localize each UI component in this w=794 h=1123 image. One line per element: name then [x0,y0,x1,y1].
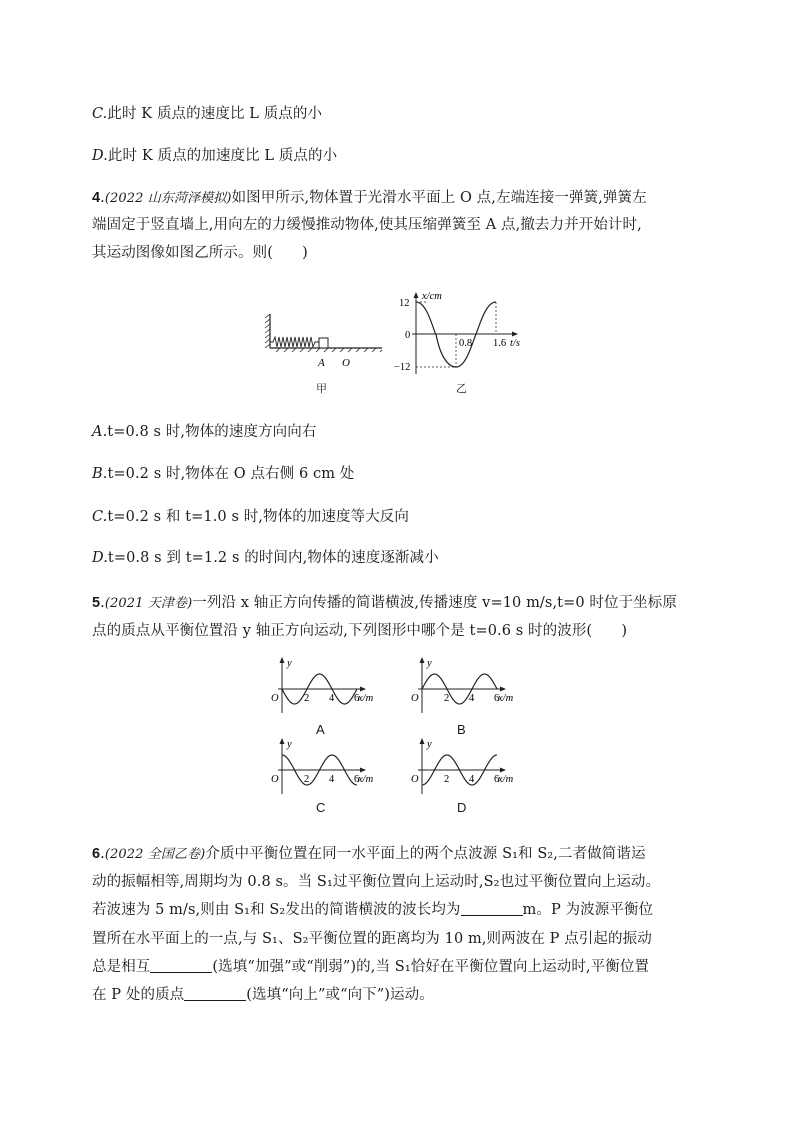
question-number: 6 [92,846,101,862]
x-tick-6: 6 [494,693,500,704]
tick-neg12: −12 [394,362,411,373]
wave-graph-b [402,655,532,715]
answer-blank-1[interactable] [461,901,523,916]
option-letter: C. [92,509,108,525]
question-source: (2022 全国乙卷) [104,847,206,862]
tick-0: 0 [405,330,411,341]
wave-caption-d: D [457,800,467,815]
x-tick-2: 2 [304,774,310,785]
y-axis-arrow [420,738,425,744]
q6-stem-line3 [92,898,653,919]
x-tick-4: 4 [329,693,335,704]
stem-text: 若波速为 5 m/s,则由 S₁和 S₂发出的简谐横波的波长均为 [92,902,461,918]
stem-text: 介质中平衡位置在同一水平面上的两个点波源 S₁和 S₂,二者做简谐运 [205,846,646,862]
origin-label: O [271,693,279,704]
y-axis-arrow [280,738,285,744]
q3-option-d [92,144,337,165]
option-text: 此时 K 质点的加速度比 L 质点的小 [107,148,338,164]
x-axis-arrow [500,687,506,692]
q4-option-b [92,462,354,483]
spring [270,337,319,347]
q4-figure-yi [392,286,542,386]
y-axis-arrow [280,657,285,663]
q4-stem-line2: 端固定于竖直墙上,用向左的力缓慢推动物体,使其压缩弹簧至 A 点,撤去力并开始计时, [92,217,642,233]
wave-graph-d [402,736,532,796]
x-tick-6: 6 [354,693,360,704]
block [319,338,328,348]
tick-12: 12 [399,298,410,309]
y-axis-label: y [287,658,292,669]
x-axis-label: x/m [498,693,514,704]
option-text: t=0.8 s 时,物体的速度方向向右 [107,424,317,440]
caption-yi: 乙 [456,383,467,395]
q6-stem-line5 [92,955,649,976]
q6-stem-line4: 置所在水平面上的一点,与 S₁、S₂平衡位置的距离均为 10 m,则两波在 P 点引起的振动 [92,931,652,947]
option-letter: C. [92,106,108,122]
q5-stem-line1: 5.(2021 天津卷)一列沿 x 轴正方向传播的简谐横波,传播速度 v=10 m/s,t=0 时位于坐标原 [92,595,677,611]
x-axis-arrow [360,687,366,692]
x-axis-label: t/s [510,338,520,349]
origin-label: O [271,774,279,785]
question-number: 4 [92,190,101,206]
stem-text: (选填“加强”或“削弱”)的,当 S₁恰好在平衡位置向上运动时,平衡位置 [212,959,650,975]
y-axis-label: y [427,739,432,750]
x-tick-4: 4 [329,774,335,785]
q5-stem-line2: 点的质点从平衡位置沿 y 轴正方向运动,下列图形中哪个是 t=0.6 s 时的波形( ) [92,623,628,639]
y-axis-label: x/cm [422,291,442,302]
option-letter: D. [92,550,108,566]
option-letter: B. [92,466,108,482]
x-axis-arrow [500,768,506,773]
x-axis-label: x/m [498,774,514,785]
q4-option-a [92,420,317,441]
y-axis-arrow [420,657,425,663]
q3-option-c [92,102,322,123]
option-text: t=0.2 s 和 t=1.0 s 时,物体的加速度等大反向 [107,509,409,525]
y-axis-label: y [427,658,432,669]
q6-stem-line2: 动的振幅相等,周期均为 0.8 s。当 S₁过平衡位置向上运动时,S₂也过平衡位置向上运动。 [92,874,661,890]
x-tick-6: 6 [494,774,500,785]
y-axis-label: y [287,739,292,750]
q4-figure-jia [262,308,392,378]
x-axis-label: x/m [358,774,374,785]
q6-stem-line1: 6.(2022 全国乙卷)介质中平衡位置在同一水平面上的两个点波源 S₁和 S₂,二者做简谐运 [92,846,646,862]
stem-text: 在 P 处的质点 [92,987,185,1003]
stem-text: 总是相互 [92,959,151,975]
question-source: (2022 山东菏泽模拟) [104,191,232,206]
question-source: (2021 天津卷) [104,596,193,611]
label-o: O [342,357,350,369]
x-tick-2: 2 [304,693,310,704]
q4-stem-line3: 其运动图像如图乙所示。则( ) [92,245,308,261]
x-tick-4: 4 [469,693,475,704]
option-letter: A. [92,424,108,440]
q4-option-d [92,546,439,567]
wave-caption-a: A [316,722,325,737]
tick-1-6: 1.6 [493,338,507,349]
x-axis-arrow [360,768,366,773]
stem-text: 如图甲所示,物体置于光滑水平面上 O 点,左端连接一弹簧,弹簧左 [231,190,647,206]
x-tick-4: 4 [469,774,475,785]
x-tick-2: 2 [444,774,450,785]
answer-blank-2[interactable] [150,958,212,973]
wave-caption-b: B [457,722,466,737]
x-tick-2: 2 [444,693,450,704]
x-axis-label: x/m [358,693,374,704]
wave-caption-c: C [316,800,326,815]
option-letter: D. [92,148,108,164]
caption-jia: 甲 [316,383,327,395]
label-a: A [318,357,325,369]
q4-stem-line1: 4.(2022 山东菏泽模拟)如图甲所示,物体置于光滑水平面上 O 点,左端连接一弹簧,弹簧左 [92,190,647,206]
origin-label: O [411,774,419,785]
stem-text: m。P 为波源平衡位 [522,902,654,918]
question-number: 5 [92,595,101,611]
answer-blank-3[interactable] [184,986,246,1001]
option-text: t=0.8 s 到 t=1.2 s 的时间内,物体的速度逐渐减小 [107,550,439,566]
wave-graph-a [262,655,392,715]
stem-text: (选填“向上”或“向下”)运动。 [246,987,434,1003]
q6-stem-line6 [92,983,434,1004]
tick-0-8: 0.8 [459,338,473,349]
x-tick-6: 6 [354,774,360,785]
option-text: 此时 K 质点的速度比 L 质点的小 [107,106,323,122]
q4-option-c [92,505,409,526]
option-text: t=0.2 s 时,物体在 O 点右侧 6 cm 处 [107,466,355,482]
origin-label: O [411,693,419,704]
wave-graph-c [262,736,392,796]
stem-text: 一列沿 x 轴正方向传播的简谐横波,传播速度 v=10 m/s,t=0 时位于坐标原 [192,595,677,611]
